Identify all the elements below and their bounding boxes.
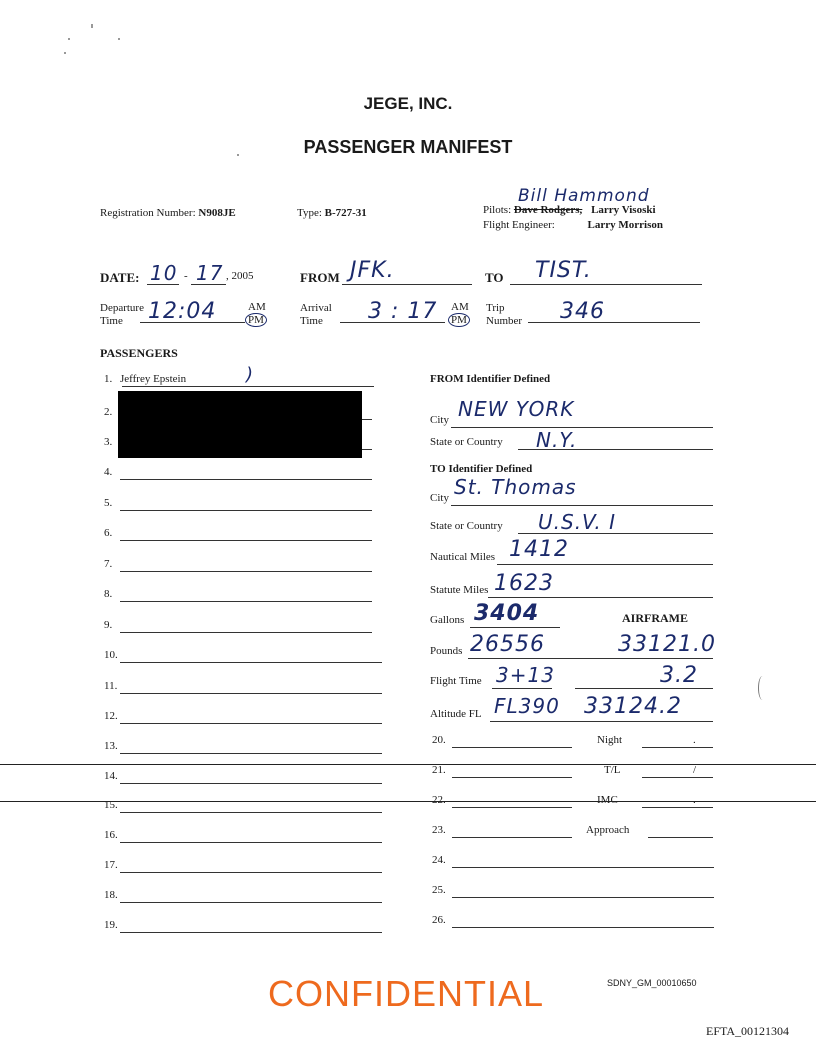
sdny-bates-number: SDNY_GM_00010650 bbox=[607, 978, 697, 988]
arrival-ampm: AM PM bbox=[448, 301, 470, 327]
passengers-heading: PASSENGERS bbox=[100, 346, 178, 360]
scan-speck bbox=[237, 154, 239, 156]
scan-speck bbox=[118, 38, 120, 40]
right-row-line bbox=[648, 837, 713, 838]
passenger-name-line bbox=[120, 662, 382, 663]
arrival-time: 3 : 17 bbox=[368, 299, 438, 324]
right-row-label: Approach bbox=[586, 824, 630, 836]
airframe-heading: AIRFRAME bbox=[622, 611, 688, 625]
departure-ampm: AM PM bbox=[245, 301, 267, 327]
right-row-number: 24. bbox=[432, 854, 446, 866]
departure-min: 04 bbox=[186, 299, 217, 324]
from-state-label: State or Country bbox=[430, 436, 503, 448]
margin-mark bbox=[758, 676, 767, 700]
passenger-number: 5. bbox=[104, 497, 113, 509]
passenger-name-line bbox=[120, 783, 382, 784]
right-row-number: 23. bbox=[432, 824, 446, 836]
document-title: PASSENGER MANIFEST bbox=[303, 137, 513, 157]
pilots-field bbox=[483, 204, 656, 216]
passenger-name-line bbox=[120, 902, 382, 903]
date-month: 10 bbox=[150, 261, 178, 285]
date-day: 17 bbox=[196, 261, 224, 285]
type-label: Type: bbox=[297, 207, 322, 219]
from-city-label: City bbox=[430, 414, 449, 426]
right-row-line bbox=[642, 777, 713, 778]
arrival-min: 17 bbox=[407, 299, 438, 324]
passenger-number: 11. bbox=[104, 680, 118, 692]
passenger-name-line bbox=[120, 540, 372, 541]
right-row-line bbox=[452, 897, 714, 898]
altitude-label: Altitude FL bbox=[430, 708, 482, 720]
right-row-line bbox=[642, 747, 713, 748]
right-row-line bbox=[452, 867, 714, 868]
passenger-name-line bbox=[120, 812, 382, 813]
right-row-number: 20. bbox=[432, 734, 446, 746]
passenger-name-line bbox=[120, 632, 372, 633]
horizontal-rule bbox=[0, 764, 816, 765]
passenger-name-line bbox=[120, 601, 372, 602]
from-value: JFK. bbox=[350, 258, 395, 283]
type-field bbox=[297, 207, 367, 219]
right-row-number: 21. bbox=[432, 764, 446, 776]
flight-time-label: Flight Time bbox=[430, 675, 482, 687]
passenger-number: 1. bbox=[104, 373, 113, 385]
statute-miles-value: 1623 bbox=[494, 571, 554, 596]
date-label: DATE: bbox=[100, 270, 140, 285]
scan-speck bbox=[64, 52, 66, 54]
passenger-number: 9. bbox=[104, 619, 113, 631]
right-row-number: 22. bbox=[432, 794, 446, 806]
handwritten-bracket: ) bbox=[246, 364, 255, 385]
right-row-separator: . bbox=[693, 794, 696, 806]
right-row-line bbox=[452, 837, 572, 838]
engineer-field bbox=[483, 219, 663, 231]
to-label: TO bbox=[485, 270, 504, 285]
from-label: FROM bbox=[300, 270, 340, 285]
right-row-number: 26. bbox=[432, 914, 446, 926]
passenger-name-line bbox=[120, 693, 382, 694]
passenger-number: 16. bbox=[104, 829, 118, 841]
right-row-line bbox=[452, 747, 572, 748]
trip-label: Trip Number bbox=[486, 302, 523, 327]
scan-speck bbox=[91, 24, 93, 28]
arrival-label: Arrival Time bbox=[300, 302, 332, 327]
horizontal-rule bbox=[0, 801, 816, 802]
arrival-hour: 3 bbox=[368, 299, 383, 324]
gallons-label: Gallons bbox=[430, 614, 465, 626]
passenger-number: 12. bbox=[104, 710, 118, 722]
pilots-label: Pilots: bbox=[483, 204, 512, 216]
right-row-number: 25. bbox=[432, 884, 446, 896]
pounds-label: Pounds bbox=[430, 645, 463, 657]
passenger-number: 4. bbox=[104, 466, 113, 478]
passenger-number: 10. bbox=[104, 649, 118, 661]
nautical-miles-value: 1412 bbox=[509, 537, 569, 562]
right-row-line bbox=[642, 807, 713, 808]
confidential-stamp: CONFIDENTIAL bbox=[268, 973, 545, 1014]
right-row-label: IMC bbox=[597, 794, 618, 806]
passenger-name-line bbox=[120, 479, 372, 480]
efta-bates-number: EFTA_00121304 bbox=[706, 1024, 790, 1038]
passenger-name-line bbox=[120, 932, 382, 933]
registration-value: N908JE bbox=[198, 207, 236, 219]
registration-field bbox=[100, 207, 236, 219]
passenger-number: 17. bbox=[104, 859, 118, 871]
to-value: TIST. bbox=[535, 258, 592, 283]
passenger-name: Jeffrey Epstein bbox=[120, 373, 187, 385]
from-city-value: NEW YORK bbox=[458, 397, 575, 421]
trip-value: 346 bbox=[560, 299, 605, 324]
to-state-label: State or Country bbox=[430, 520, 503, 532]
passenger-number: 8. bbox=[104, 588, 113, 600]
departure-pm-circled: PM bbox=[245, 313, 267, 327]
passenger-name-line bbox=[122, 386, 374, 387]
to-identifier-heading: TO Identifier Defined bbox=[430, 463, 533, 475]
passenger-number: 3. bbox=[104, 436, 113, 448]
pilot-2: Larry Visoski bbox=[591, 204, 656, 216]
right-row-label: Night bbox=[597, 734, 623, 746]
altitude-value: FL390 bbox=[494, 694, 560, 718]
passenger-number: 15. bbox=[104, 799, 118, 811]
to-city-label: City bbox=[430, 492, 449, 504]
passenger-name-line bbox=[120, 753, 382, 754]
from-identifier-heading: FROM Identifier Defined bbox=[430, 373, 551, 385]
passenger-number: 19. bbox=[104, 919, 118, 931]
passenger-number: 18. bbox=[104, 889, 118, 901]
pilot-struck: Dave Rodgers, bbox=[513, 204, 583, 216]
passenger-name-line bbox=[120, 872, 382, 873]
passenger-number: 13. bbox=[104, 740, 118, 752]
right-row-separator: / bbox=[693, 764, 697, 776]
passenger-name-line bbox=[120, 723, 382, 724]
statute-miles-label: Statute Miles bbox=[430, 584, 489, 596]
engineer-value: Larry Morrison bbox=[587, 219, 663, 231]
passenger-number: 2. bbox=[104, 406, 113, 418]
airframe-value-3: 33124.2 bbox=[584, 694, 682, 719]
registration-label: Registration Number: bbox=[100, 207, 196, 219]
passenger-name-line bbox=[120, 842, 382, 843]
airframe-value-1: 33121.0 bbox=[618, 632, 716, 657]
airframe-value-2: 3.2 bbox=[660, 663, 698, 688]
passenger-number: 6. bbox=[104, 527, 113, 539]
to-state-value: U.S.V. I bbox=[538, 510, 617, 534]
passenger-name-line bbox=[120, 571, 372, 572]
departure-label: Departure Time bbox=[100, 302, 144, 327]
flight-time-value: 3+13 bbox=[496, 663, 555, 687]
scan-speck bbox=[68, 38, 70, 40]
departure-time: 12:04 bbox=[148, 299, 217, 324]
passenger-number: 14. bbox=[104, 770, 118, 782]
right-row-line bbox=[452, 777, 572, 778]
passenger-number: 7. bbox=[104, 558, 113, 570]
nautical-miles-label: Nautical Miles bbox=[430, 551, 496, 563]
from-state-value: N.Y. bbox=[536, 428, 578, 452]
arrival-pm-circled: PM bbox=[448, 313, 470, 327]
date-year: , 2005 bbox=[226, 270, 254, 282]
pilot-handwritten: Bill Hammond bbox=[518, 186, 650, 206]
pounds-value: 26556 bbox=[470, 632, 545, 657]
engineer-label: Flight Engineer: bbox=[483, 219, 555, 231]
to-city-value: St. Thomas bbox=[454, 475, 577, 499]
right-row-label: T/L bbox=[604, 764, 621, 776]
redaction-box bbox=[118, 391, 362, 458]
gallons-value: 3404 bbox=[474, 601, 540, 626]
right-row-separator: . bbox=[693, 734, 696, 746]
departure-hour: 12 bbox=[148, 299, 178, 324]
company-name: JEGE, INC. bbox=[363, 94, 453, 113]
type-value: B-727-31 bbox=[324, 207, 367, 219]
right-row-line bbox=[452, 807, 572, 808]
passenger-name-line bbox=[120, 510, 372, 511]
right-row-line bbox=[452, 927, 714, 928]
